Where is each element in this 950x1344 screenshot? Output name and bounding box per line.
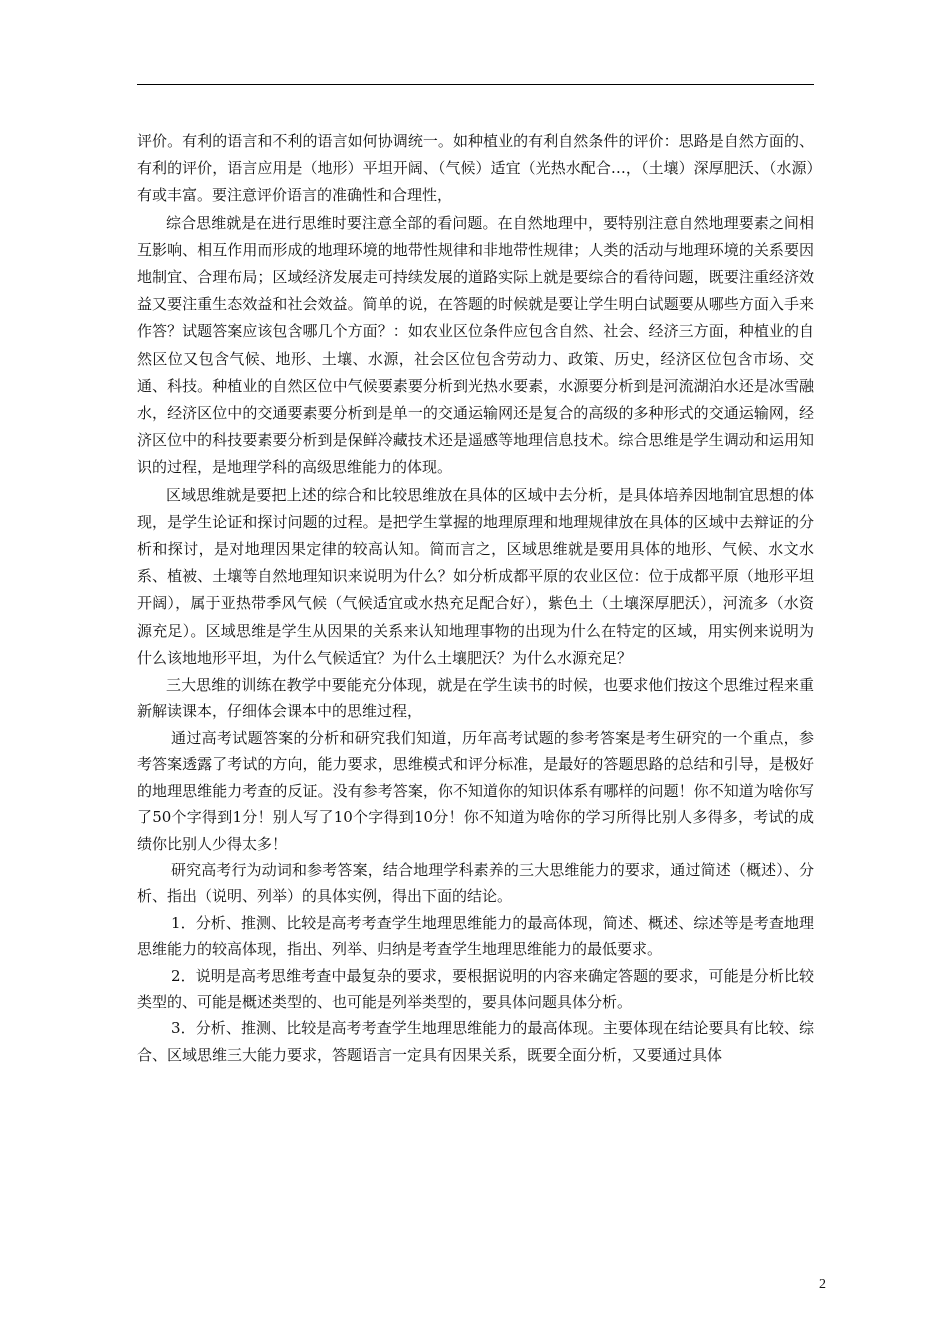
paragraph-exam-answers: 通过高考试题答案的分析和研究我们知道，历年高考试题的参考答案是考生研究的一个重点，参考答案透露了考试的方向，能力要求，思维模式和评分标准，是最好的答题思路的总结和引导，是极好的地理思维能力考查的反证。没有参考答案，你不知道你的知识体系有哪样的问题！你不知道为啥你写了50个字得到1分！别人写了10个字得到10分！你不知道为啥你的学习所得比别人多得多，考试的成绩你比别人少得太多！ xyxy=(137,728,814,853)
paragraph-three-thinking: 三大思维的训练在教学中要能充分体现，就是在学生读书的时候，也要求他们按这个思维过程来重新解读课本，仔细体会课本中的思维过程， xyxy=(137,676,814,721)
list-item-1: 1．分析、推测、比较是高考考查学生地理思维能力的最高体现，简述、概述、综述等是考查地理思维能力的较高体现，指出、列举、归纳是考查学生地理思维能力的最低要求。 xyxy=(137,913,814,959)
paragraph-comprehensive-thinking: 综合思维就是在进行思维时要注意全部的看问题。在自然地理中，要特别注意自然地理要素之间相互影响、相互作用而形成的地理环境的地带性规律和非地带性规律；人类的活动与地理环境的关系要因地制宜、合理布局；区域经济发展走可持续发展的道路实际上就是要综合的看待问题，既要注重经济效益又要注重生态效益和社会效益。简单的说，在答题的时候就是要让学生明白试题要从哪些方面入手来作答？试题答案应该包含哪几个方面？：如农业区位条件应包含自然、社会、经济三方面，种植业的自然区位又包含气候、地形、土壤、水源，社会区位包含劳动力、政策、历史，经济区位包含市场、交通、科技。种植业的自然区位中气候要素要分析到光热水要素，水源要分析到是河流湖泊水还是冰雪融水，经济区位中的交通要素要分析到是单一的交通运输网还是复合的高级的多种形式的交通运输网，经济区位中的科技要素要分析到是保鲜冷藏技术还是遥感等地理信息技术。综合思维是学生调动和运用知识的过程，是地理学科的高级思维能力的体现。 xyxy=(137,213,814,477)
document-body xyxy=(137,128,814,1068)
page-number: 2 xyxy=(819,1277,826,1292)
paragraph-research-verbs: 研究高考行为动词和参考答案，结合地理学科素养的三大思维能力的要求，通过简述（概述）、分析、指出（说明、列举）的具体实例，得出下面的结论。 xyxy=(137,860,814,906)
list-item-2: 2．说明是高考思维考查中最复杂的要求，要根据说明的内容来确定答题的要求，可能是分析比较类型的、可能是概述类型的、也可能是列举类型的，要具体问题具体分析。 xyxy=(137,966,814,1011)
list-item-3: 3．分析、推测、比较是高考考查学生地理思维能力的最高体现。主要体现在结论要具有比较、综合、区域思维三大能力要求，答题语言一定具有因果关系，既要全面分析，又要通过具体 xyxy=(137,1019,814,1064)
paragraph-regional-thinking: 区域思维就是要把上述的综合和比较思维放在具体的区域中去分析，是具体培养因地制宜思想的体现，是学生论证和探讨问题的过程。是把学生掌握的地理原理和地理规律放在具体的区域中去辩证的分析和探讨，是对地理因果定律的较高认知。简而言之，区域思维就是要用具体的地形、气候、水文水系、植被、土壤等自然地理知识来说明为什么？如分析成都平原的农业区位：位于成都平原（地形平坦开阔），属于亚热带季风气候（气候适宜或水热充足配合好），紫色土（土壤深厚肥沃），河流多（水资源充足）。区域思维是学生从因果的关系来认知地理事物的出现为什么在特定的区域，用实例来说明为什么该地地形平坦，为什么气候适宜？为什么土壤肥沃？为什么水源充足？ xyxy=(137,485,814,667)
paragraph-evaluation: 评价。有利的语言和不利的语言如何协调统一。如种植业的有利自然条件的评价：思路是自然方面的、有利的评价，语言应用是（地形）平坦开阔、（气候）适宜（光热水配合…，（土壤）深厚肥沃、（水源）有或丰富。要注意评价语言的准确性和合理性， xyxy=(137,132,814,205)
header-rule xyxy=(137,84,814,85)
